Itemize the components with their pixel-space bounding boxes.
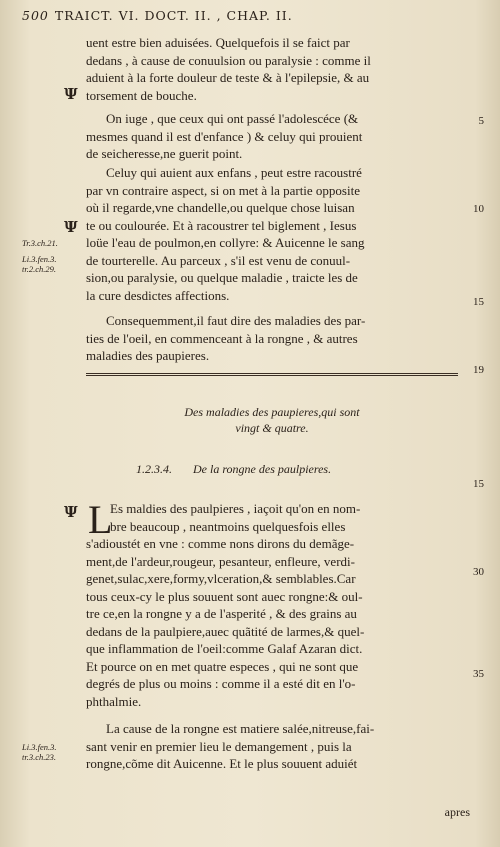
text-line: dedans de la paulpiere,auec quãtité de larmes,& quel- xyxy=(86,623,365,639)
text-line: rongne,cõme dit Auicenne. Et le plus souuent aduiét xyxy=(86,756,358,771)
text-line: sant venir en premier lieu le demangement , puis la xyxy=(86,738,352,754)
text-line: dedans , à cause de conuulsion ou paralysie : comme il xyxy=(86,52,371,68)
text-line: Celuy qui auient aux enfans , peut estre racoustré xyxy=(106,165,362,180)
margin-note xyxy=(22,742,84,762)
text-line: aduient à la forte douleur de teste & à l'epilepsie, & au xyxy=(86,70,370,85)
running-title: TRAICT. VI. DOCT. II. , CHAP. II. xyxy=(54,8,293,23)
line-number: 10 xyxy=(473,203,484,215)
paragraph-1 xyxy=(86,34,468,104)
text-line: de tourterelle. Au parceux , s'il est venu de conuul- xyxy=(86,252,351,268)
line-number: 15 xyxy=(473,478,484,490)
running-header xyxy=(22,8,480,23)
section-title-line: vingt & quatre. xyxy=(235,421,309,435)
line-number: 5 xyxy=(478,115,484,127)
text-line: ment,de l'ardeur,rougeur, pesanteur, enfleure, verdi- xyxy=(86,553,355,569)
text-line: Es maldies des paulpieres , iaçoit qu'on en nom- xyxy=(110,501,361,516)
drop-capital: L xyxy=(88,497,113,542)
text-line: uent estre bien aduisées. Quelquefois il se faict par xyxy=(86,35,350,50)
section-title-line: Des maladies des paupieres,qui sont xyxy=(184,405,360,419)
margin-note-text: tr.2.ch.29. xyxy=(22,264,56,274)
paragraph-6 xyxy=(86,720,468,773)
paragraph-2 xyxy=(86,110,468,163)
sub-heading-title: De la rongne des paulpieres. xyxy=(193,462,332,476)
text-line: genet,sulac,xere,formy,vlceration,& semblables.Car xyxy=(86,571,356,586)
paragraph-mark: Ψ xyxy=(64,503,78,521)
margin-note-text: Li.3.fen.3. xyxy=(22,254,57,264)
text-line: la cure desdictes affections. xyxy=(86,287,230,303)
text-line: Consequemment,il faut dire des maladies des par- xyxy=(106,313,366,328)
text-line: tre ce,en la rongne y a de l'asperité , & des grains au xyxy=(86,606,357,621)
text-line: par vn contraire aspect, si on met à la partie opposite xyxy=(86,182,360,198)
margin-note xyxy=(22,238,84,274)
text-line: que inflammation de l'oeil:comme Galaf Azaran dict. xyxy=(86,641,363,656)
catchword: apres xyxy=(444,805,470,819)
sub-heading xyxy=(136,462,331,477)
paragraph-mark: Ψ xyxy=(64,218,78,236)
section-title xyxy=(86,404,458,436)
text-line: tous ceux-cy le plus souuent sont auec rongne:& oul- xyxy=(86,588,363,604)
text-line: phthalmie. xyxy=(86,693,142,709)
line-number: 15 xyxy=(473,296,484,308)
text-line: de seicheresse,ne guerit point. xyxy=(86,146,243,161)
paragraph-5 xyxy=(86,497,468,710)
paragraph-mark: Ψ xyxy=(64,85,78,103)
text-line: ties de l'oeil, en commenceant à la rongne , & autres xyxy=(86,330,358,346)
line-number: 30 xyxy=(473,566,484,578)
text-line: s'adioustét en vne : comme nons dirons du demãge- xyxy=(86,536,355,551)
text-line: sion,ou paralysie, ou quelque maladie , traicte les de xyxy=(86,270,358,285)
line-number: 35 xyxy=(473,668,484,680)
sub-heading-ref: 1.2.3.4. xyxy=(136,462,172,476)
text-line: degrés de plus ou moins : comme il a esté dit en l'o- xyxy=(86,676,356,691)
text-line: loüe l'eau de poulmon,en collyre: & Auicenne le sang xyxy=(86,235,365,250)
line-number: 19 xyxy=(473,364,484,376)
paragraph-3 xyxy=(86,164,468,304)
text-line: bre beaucoup , neantmoins quelquesfois elles xyxy=(110,518,346,534)
page-folio: 500 xyxy=(22,8,49,23)
section-rule xyxy=(86,373,458,376)
text-line: où il regarde,vne chandelle,ou quelque chose luisan xyxy=(86,200,355,215)
text-line: te ou coulourée. Et à racoustrer tel biglement , Iesus xyxy=(86,217,357,233)
margin-note-text: Tr.3.ch.21. xyxy=(22,238,58,248)
text-line: torsement de bouche. xyxy=(86,87,197,103)
text-line: La cause de la rongne est matiere salée,nitreuse,fai- xyxy=(106,721,375,736)
text-line: On iuge , que ceux qui ont passé l'adolescéce (& xyxy=(106,111,359,126)
text-line: maladies des paupieres. xyxy=(86,348,210,363)
paragraph-4 xyxy=(86,312,468,365)
text-line: mesmes quand il est d'enfance ) & celuy qui prouient xyxy=(86,128,363,144)
margin-note-text: Li.3.fen.3. xyxy=(22,742,57,752)
text-line: Et pource on en met quatre especes , qui ne sont que xyxy=(86,658,359,674)
margin-note-text: tr.3.ch.23. xyxy=(22,752,56,762)
